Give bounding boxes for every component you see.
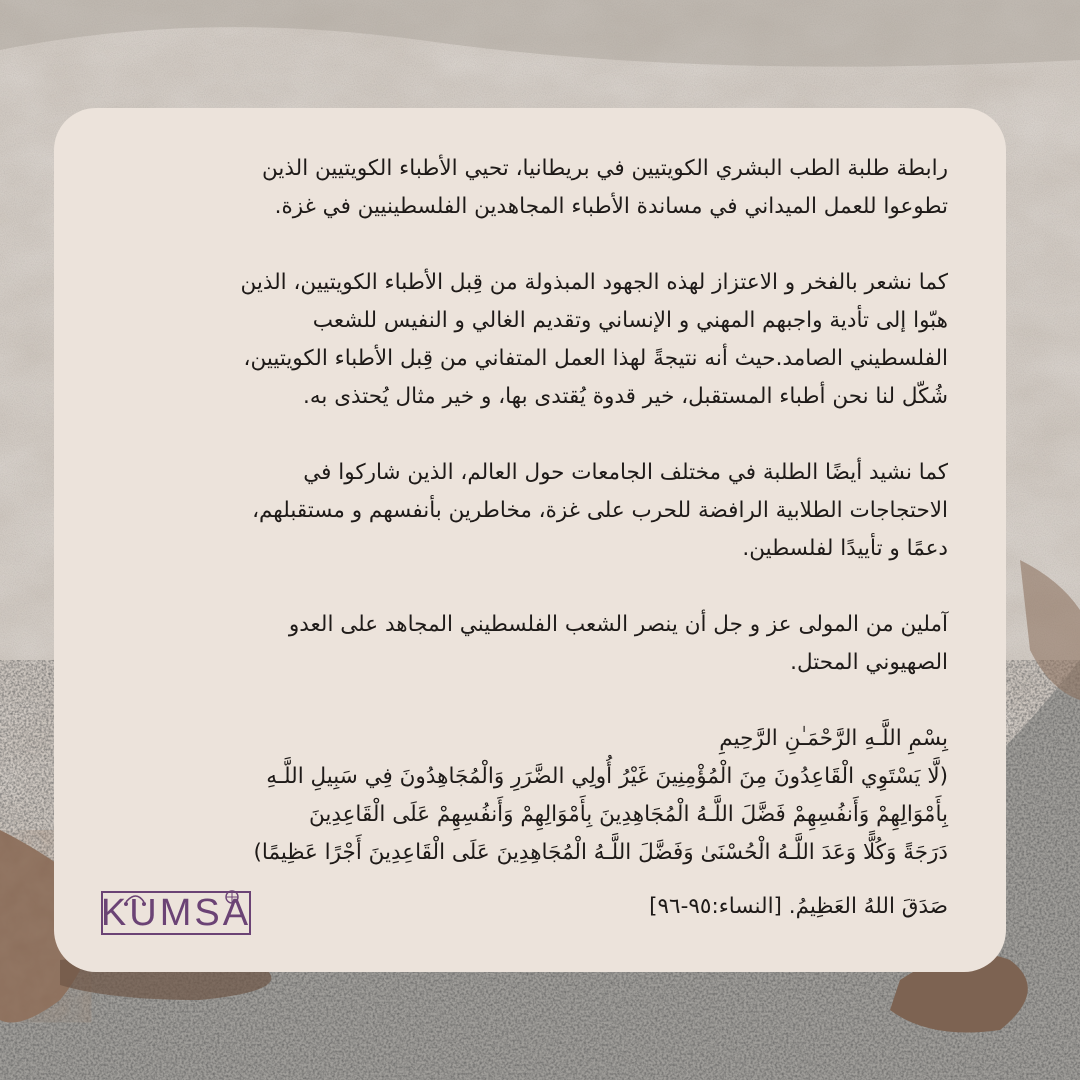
kumsa-logo [96, 886, 256, 940]
paragraph-line: كما نشيد أيضًا الطلبة في مختلف الجامعات حول العالم، الذين شاركوا في [303, 460, 948, 485]
post-body [98, 150, 948, 900]
paragraph-line: كما نشعر بالفخر و الاعتزاز لهذه الجهود المبذولة من قِبل الأطباء الكويتيين، الذين [240, 270, 948, 295]
logo-text: KUMSA [100, 892, 252, 934]
basmala: بِسْمِ اللَّـهِ الرَّحْمَـٰنِ الرَّحِيمِ [719, 726, 948, 751]
post-card [54, 108, 1006, 972]
paragraph-line: الصهيوني المحتل. [790, 650, 948, 675]
quran-line: (لَّا يَسْتَوِي الْقَاعِدُونَ مِنَ الْمُؤْمِنِينَ غَيْرُ أُولِي الضَّرَرِ وَالْمُجَاهِدُونَ فِي سَبِيلِ اللَّـهِ [266, 764, 948, 789]
paragraph-line: رابطة طلبة الطب البشري الكويتيين في بريطانيا، تحيي الأطباء الكويتيين الذين [262, 156, 948, 181]
quran-line: دَرَجَةً وَكُلًّا وَعَدَ اللَّـهُ الْحُسْنَىٰ وَفَضَّلَ اللَّـهُ الْمُجَاهِدِينَ عَلَى الْقَاعِدِينَ أَجْرًا عَظِيمًا) [253, 840, 948, 865]
paragraph-line: هبّوا إلى تأدية واجبهم المهني و الإنساني وتقديم الغالي و النفيس للشعب [312, 308, 948, 333]
paragraph-line: شُكّل لنا نحن أطباء المستقبل، خير قدوة يُقتدى بها، و خير مثال يُحتذى به. [303, 384, 948, 409]
paragraph [98, 264, 948, 416]
paragraph-line: تطوعوا للعمل الميداني في مساندة الأطباء المجاهدين الفلسطينيين في غزة. [274, 194, 948, 219]
paragraph [98, 150, 948, 226]
paragraph-line: الفلسطيني الصامد.حيث أنه نتيجةً لهذا العمل المتفاني من قِبل الأطباء الكويتيين، [243, 346, 948, 371]
paragraph-line: آملين من المولى عز و جل أن ينصر الشعب الفلسطيني المجاهد على العدو [288, 612, 948, 637]
paragraph [98, 454, 948, 568]
quran-line: بِأَمْوَالِهِمْ وَأَنفُسِهِمْ فَضَّلَ اللَّـهُ الْمُجَاهِدِينَ بِأَمْوَالِهِمْ وَأَنفُسِهِمْ عَلَى الْقَاعِدِينَ [308, 802, 948, 827]
quran-verse [98, 720, 948, 872]
quran-citation: صَدَقَ اللهُ العَظِيمُ. [النساء:٩٥-٩٦] [649, 894, 948, 919]
paragraph-line: الاحتجاجات الطلابية الرافضة للحرب على غزة، مخاطرين بأنفسهم و مستقبلهم، [252, 498, 948, 523]
paragraph [98, 606, 948, 682]
paragraph-line: دعمًا و تأييدًا لفلسطين. [742, 536, 948, 561]
